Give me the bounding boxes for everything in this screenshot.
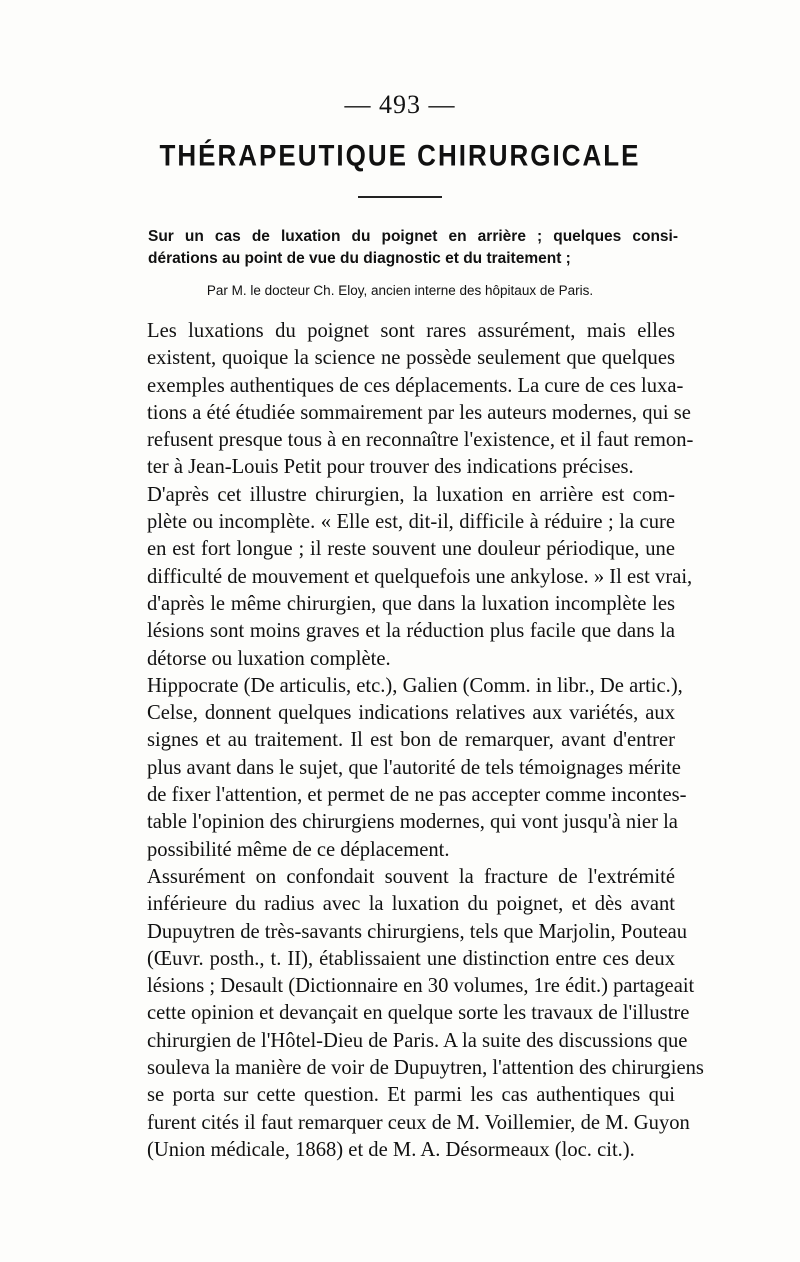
body-line: Les luxations du poignet sont rares assurément, mais elles <box>147 320 675 342</box>
article-title-line: Sur un cas de luxation du poignet en arrière ; quelques consi- <box>148 228 678 245</box>
body-line: refusent presque tous à en reconnaître l'existence, et il faut remon- <box>147 429 694 452</box>
body-line: (Union médicale, 1868) et de M. A. Désormeaux (loc. cit.). <box>147 1138 635 1161</box>
body-line: ter à Jean-Louis Petit pour trouver des indications précises. <box>147 456 634 479</box>
section-title: THÉRAPEUTIQUE CHIRURGICALE <box>159 137 641 173</box>
body-line: table l'opinion des chirurgiens modernes, qui vont jusqu'à nier la <box>147 811 678 834</box>
title-divider <box>358 196 442 198</box>
page-number: — 493 — <box>344 90 456 119</box>
article-title <box>148 226 678 270</box>
body-line: en est fort longue ; il reste souvent une douleur périodique, une <box>147 538 675 561</box>
body-line: tions a été étudiée sommairement par les auteurs modernes, qui se <box>147 401 691 424</box>
body-line: se porta sur cette question. Et parmi les cas authentiques qui <box>147 1084 675 1107</box>
body-line: lésions ; Desault (Dictionnaire en 30 volumes, 1re édit.) partageait <box>147 975 695 998</box>
author-line: Par M. le docteur Ch. Eloy, ancien interne des hôpitaux de Paris. <box>206 283 594 298</box>
body-line: D'après cet illustre chirurgien, la luxation en arrière est com- <box>147 483 675 506</box>
article-body <box>147 318 704 1164</box>
body-line: Assurément on confondait souvent la fracture de l'extrémité <box>147 865 675 888</box>
body-line: Hippocrate (De articulis, etc.), Galien (Comm. in libr., De artic.), <box>147 674 683 697</box>
body-line: plus avant dans le sujet, que l'autorité de tels témoignages mérite <box>147 756 681 779</box>
article-title-line: dérations au point de vue du diagnostic et du traitement ; <box>148 250 571 267</box>
body-line: difficulté de mouvement et quelquefois une ankylose. » Il est vrai, <box>147 565 693 588</box>
body-line: furent cités il faut remarquer ceux de M. Voillemier, de M. Guyon <box>147 1111 690 1134</box>
body-line: de fixer l'attention, et permet de ne pas accepter comme incontes- <box>147 784 687 807</box>
body-line: d'après le même chirurgien, que dans la luxation incomplète les <box>147 592 675 615</box>
body-line: exemples authentiques de ces déplacements. La cure de ces luxa- <box>147 374 684 397</box>
body-line: signes et au traitement. Il est bon de remarquer, avant d'entrer <box>147 729 675 752</box>
body-line: lésions sont moins graves et la réduction plus facile que dans la <box>147 620 675 643</box>
body-line: cette opinion et devançait en quelque sorte les travaux de l'illustre <box>147 1002 690 1025</box>
body-line: Celse, donnent quelques indications relatives aux variétés, aux <box>147 702 675 725</box>
body-line: plète ou incomplète. « Elle est, dit-il, difficile à réduire ; la cure <box>147 511 675 534</box>
body-line: possibilité même de ce déplacement. <box>147 838 450 861</box>
body-line: souleva la manière de voir de Dupuytren, l'attention des chirurgiens <box>147 1057 704 1080</box>
body-line: détorse ou luxation complète. <box>147 647 391 670</box>
body-line: existent, quoique la science ne possède seulement que quelques <box>147 347 675 370</box>
body-line: (Œuvr. posth., t. II), établissaient une distinction entre ces deux <box>147 947 675 970</box>
body-line: chirurgien de l'Hôtel-Dieu de Paris. A la suite des discussions que <box>147 1029 688 1052</box>
body-line: inférieure du radius avec la luxation du poignet, et dès avant <box>147 893 675 916</box>
body-line: Dupuytren de très-savants chirurgiens, tels que Marjolin, Pouteau <box>147 920 688 943</box>
